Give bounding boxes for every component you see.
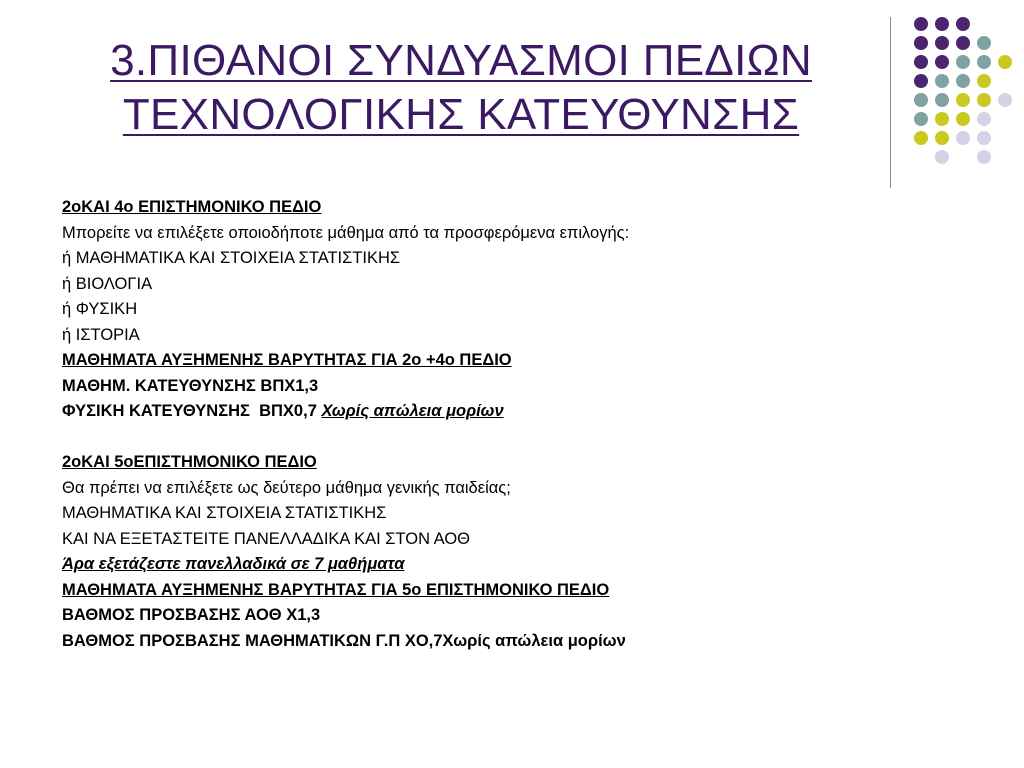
decorative-dot	[977, 36, 991, 50]
section-1-weight-2	[62, 399, 962, 425]
section-1-weight-2-prefix: ΦΥΣΙΚΗ ΚΑΤΕΥΘΥΝΣΗΣ ΒΠΧ0,7	[62, 402, 322, 420]
decorative-dot	[935, 36, 949, 50]
section-2-weight-1: ΒΑΘΜΟΣ ΠΡΟΣΒΑΣΗΣ ΑΟΘ Χ1,3	[62, 606, 321, 624]
decorative-dot	[956, 93, 970, 107]
section-2-weighted-heading: ΜΑΘΗΜΑΤΑ ΑΥΞΗΜΕΝΗΣ ΒΑΡΥΤΗΤΑΣ ΓΙΑ 5ο ΕΠΙΣΤΗΜΟΝΙΚΟ ΠΕΔΙΟ	[62, 580, 610, 599]
section-2-intro: Θα πρέπει να επιλέξετε ως δεύτερο μάθημα γενικής παιδείας;	[62, 478, 511, 497]
section-spacer	[62, 425, 962, 451]
decorative-dot	[935, 112, 949, 126]
decorative-dot	[914, 36, 928, 50]
decorative-dot	[977, 74, 991, 88]
section-1-weight-2-note: Χωρίς απώλεια μορίων	[321, 402, 504, 420]
decorative-dot	[935, 55, 949, 69]
decorative-dot	[977, 112, 991, 126]
decorative-dot	[914, 55, 928, 69]
option-item: ή ΜΑΘΗΜΑΤΙΚΑ ΚΑΙ ΣΤΟΙΧΕΙΑ ΣΤΑΤΙΣΤΙΚΗΣ	[62, 249, 401, 267]
decorative-dot	[956, 112, 970, 126]
slide-title-line-2: ΤΕΧΝΟΛΟΓΙΚΗΣ ΚΑΤΕΥΘΥΝΣΗΣ	[122, 90, 800, 139]
decorative-dot	[914, 112, 928, 126]
decorative-dot	[914, 17, 928, 31]
section-1-heading: 2οΚΑΙ 4ο ΕΠΙΣΤΗΜΟΝΙΚΟ ΠΕΔΙΟ	[62, 198, 322, 216]
decorative-dot-grid	[0, 0, 1024, 200]
option-item: ή ΦΥΣΙΚΗ	[62, 300, 138, 318]
decorative-dot	[914, 74, 928, 88]
decorative-dot	[998, 55, 1012, 69]
option-item: ή ΙΣΤΟΡΙΑ	[62, 325, 140, 344]
section-1-weight-1: ΜΑΘΗΜ. ΚΑΤΕΥΘΥΝΣΗΣ ΒΠΧ1,3	[62, 376, 319, 395]
slide-title-line-1: 3.ΠΙΘΑΝΟΙ ΣΥΝΔΥΑΣΜΟΙ ΠΕΔΙΩΝ	[110, 36, 812, 85]
decorative-dot	[977, 150, 991, 164]
section-2-weight-2: ΒΑΘΜΟΣ ΠΡΟΣΒΑΣΗΣ ΜΑΘΗΜΑΤΙΚΩΝ Γ.Π ΧΟ,7Χωρίς απώλεια μορίων	[62, 631, 626, 650]
decorative-dot	[935, 17, 949, 31]
section-2-line-1: ΜΑΘΗΜΑΤΙΚΑ ΚΑΙ ΣΤΟΙΧΕΙΑ ΣΤΑΤΙΣΤΙΚΗΣ	[62, 504, 387, 522]
decorative-dot	[977, 131, 991, 145]
slide-body	[62, 195, 962, 654]
decorative-dot	[956, 55, 970, 69]
decorative-dot	[914, 93, 928, 107]
decorative-dot	[935, 93, 949, 107]
decorative-dot	[998, 93, 1012, 107]
section-2-heading: 2οΚΑΙ 5οΕΠΙΣΤΗΜΟΝΙΚΟ ΠΕΔΙΟ	[62, 453, 317, 471]
decorative-dot	[935, 150, 949, 164]
decorative-dot	[956, 17, 970, 31]
section-2-line-2: ΚΑΙ ΝΑ ΕΞΕΤΑΣΤΕΙΤΕ ΠΑΝΕΛΛΑΔΙΚΑ ΚΑΙ ΣΤΟΝ ΑΟΘ	[62, 529, 470, 548]
decorative-dot	[914, 131, 928, 145]
decorative-dot	[935, 131, 949, 145]
decorative-dot	[977, 55, 991, 69]
decorative-dot	[956, 36, 970, 50]
decorative-dot	[935, 74, 949, 88]
decorative-dot	[956, 74, 970, 88]
section-1-intro: Μπορείτε να επιλέξετε οποιοδήποτε μάθημα από τα προσφερόμενα επιλογής:	[62, 223, 630, 242]
option-item: ή ΒΙΟΛΟΓΙΑ	[62, 274, 153, 293]
section-1-weighted-heading: ΜΑΘΗΜΑΤΑ ΑΥΞΗΜΕΝΗΣ ΒΑΡΥΤΗΤΑΣ ΓΙΑ 2ο +4ο ΠΕΔΙΟ	[62, 351, 512, 369]
section-2-note: Άρα εξετάζεστε πανελλαδικά σε 7 μαθήματα	[62, 555, 405, 573]
decorative-dot	[956, 131, 970, 145]
decorative-dot	[977, 93, 991, 107]
